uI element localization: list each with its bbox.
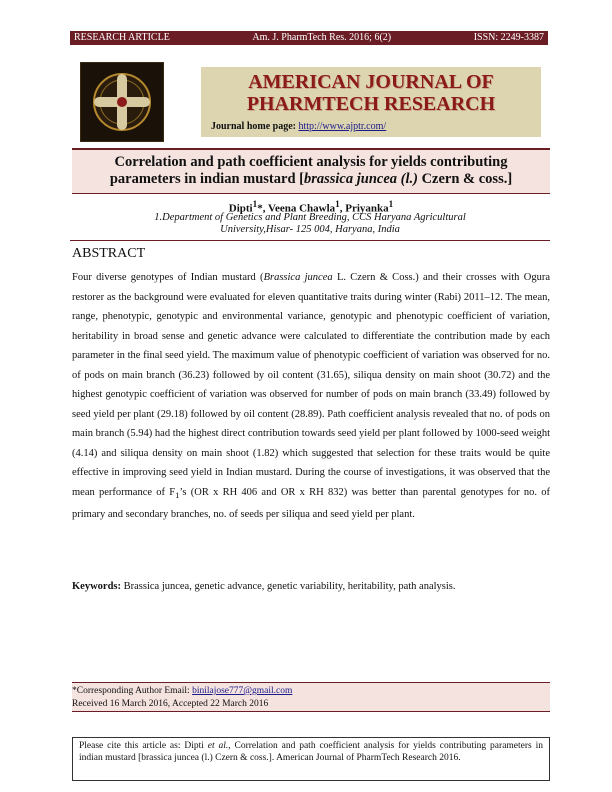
journal-reference: Am. J. PharmTech Res. 2016; 6(2) (252, 32, 392, 43)
journal-title-line-2: PHARMTECH RESEARCH (246, 93, 496, 115)
journal-home-label: Journal home page: (211, 121, 296, 132)
section-divider (70, 240, 550, 241)
keywords-text: Brassica juncea, genetic advance, genetic variability, heritability, path analysis. (121, 581, 456, 592)
author-list: Dipti$^1$*, Veena Chawla$^1$, Priyanka$^1$ (228, 199, 394, 215)
journal-title (201, 71, 541, 115)
article-type: RESEARCH ARTICLE (74, 32, 170, 43)
keywords-label: Keywords: (72, 581, 121, 592)
journal-home-page (211, 121, 386, 132)
journal-cross-emblem-icon (81, 63, 163, 141)
journal-title-line-1: AMERICAN JOURNAL OF (248, 71, 494, 93)
author-affiliation: 1.Department of Genetics and Plant Breeding, CCS Haryana Agricultural University,Hisar- 125 004, Haryana, India (154, 212, 466, 235)
corresponding-author-email[interactable]: binilajose777@gmail.com (192, 686, 293, 696)
article-title-line-1: Correlation and path coefficient analysis for yields contributing (114, 154, 508, 170)
issn: ISSN: 2249-3387 (473, 32, 544, 43)
article-title-box (72, 148, 550, 194)
citation-box: Please cite this article as: Dipti et al., Correlation and path coefficient analysis for yields contributing parameters in indian mustard [brassica juncea (l.) Czern & coss.]. American Journal of PharmTech Research 2016. (72, 737, 550, 781)
correspondence-box (72, 682, 550, 712)
corresponding-author-label: *Corresponding Author Email: (72, 686, 193, 696)
author: Veena Chawla (268, 202, 336, 215)
article-title (78, 150, 544, 188)
author: Dipti (228, 202, 253, 215)
journal-banner (201, 67, 541, 137)
article-title-line-2: parameters in indian mustard [brassica juncea (l.) Czern & coss.] (109, 171, 513, 187)
received-accepted-dates: Received 16 March 2016, Accepted 22 March 2016 (72, 699, 269, 709)
header-strip (70, 31, 548, 45)
journal-home-link[interactable]: http://www.ajptr.com/ (298, 121, 387, 132)
keywords (72, 580, 550, 594)
abstract-text: Four diverse genotypes of Indian mustard (Brassica juncea L. Czern & Coss.) and their crosses with Ogura restorer as the background were evaluated for eleven quantitative traits during winter (Rabi) 2011‒12. The mean, range, phenotypic, genotypic and environmental variance, genotypic and phenotypic coefficient of variation, heritability in broad sense and genetic advance were calculated to differentiate the contribution made by each parameter in the final seed yield. The maximum value of phenotypic coefficient of variation was observed for no. of pods on main branch (36.23) followed by oil content (31.65), siliqua density on main shoot (30.72) and the highest genotypic coefficient of variation was observed for number of pods on main branch (33.49) followed by seed yield per plant (29.18) followed by oil content (28.89). Path coefficient analysis revealed that no. of pods on main branch (5.94) had the highest direct contribution towards seed yield per plant followed by 1000-seed weight (4.14) and siliqua density on main shoot (1.82) which suggested that selection for these traits would be quite effective in improving seed yield in Indian mustard. During the course of investigations, it was observed that the mean performance of $F_1’s$ (OR x RH 406 and OR x RH 832) was better than parental genotypes for no. of primary and secondary branches, no. of seeds per siliqua and seed yield per plant. (72, 272, 551, 521)
journal-logo (80, 62, 164, 142)
author: Priyanka (345, 202, 389, 215)
abstract-heading: ABSTRACT (72, 246, 146, 261)
